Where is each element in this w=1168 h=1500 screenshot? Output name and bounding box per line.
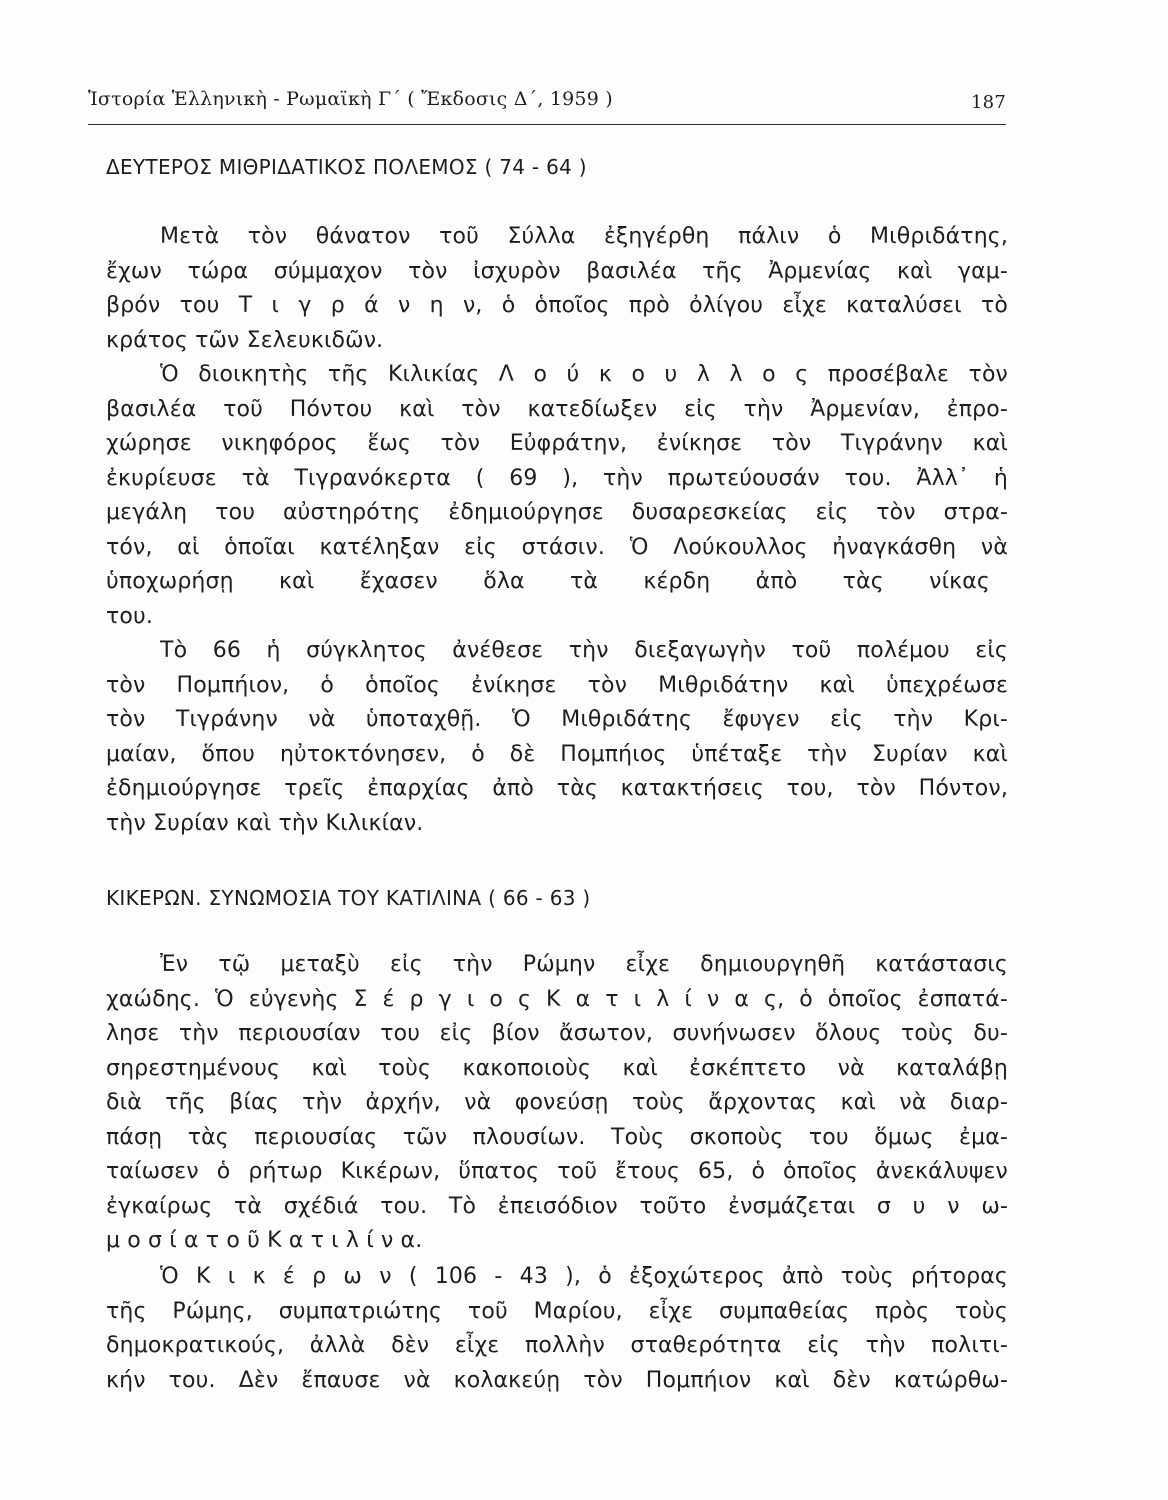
text-line: μεγάλη του αὐστηρότης ἐδημιούργησε δυσαρεσκείας εἰς τὸν στρα- [106, 500, 1008, 525]
text-line: τόν, αἱ ὁποῖαι κατέληξαν εἰς στάσιν. Ὁ Λούκουλλος ἠναγκάσθη νὰ [106, 534, 1008, 560]
paragraph [106, 358, 1008, 634]
page-number: 187 [971, 92, 1006, 113]
text-line: ἔχων τώρα σύμμαχον τὸν ἰσχυρὸν βασιλέα τῆς Ἀρμενίας καὶ γαμ- [106, 258, 1008, 284]
running-title: Ἱστορία Ἑλληνικὴ - Ρωμαϊκὴ Γ΄ ( Ἔκδοσις Δ΄, 1959 ) [88, 88, 613, 110]
text-line: Ὁ Κ ι κ έ ρ ω ν ( 106 - 43 ), ὁ ἐξοχώτερος ἀπὸ τοὺς ρήτορας [160, 1264, 1008, 1289]
section-heading-mithridatic-war: ΔΕΥΤΕΡΟΣ ΜΙΘΡΙΔΑΤΙΚΟΣ ΠΟΛΕΜΟΣ ( 74 - 64 ) [106, 155, 587, 179]
text-line: κήν του. Δὲν ἔπαυσε νὰ κολακεύῃ τὸν Πομπήιον καὶ δὲν κατώρθω- [106, 1367, 1008, 1393]
paragraph [106, 220, 1008, 358]
header-rule [88, 124, 1006, 125]
text-line: σηρεστημένους καὶ τοὺς κακοποιοὺς καὶ ἐσκέπτετο νὰ καταλάβῃ [106, 1055, 1008, 1081]
text-line: τὸν Τιγράνην νὰ ὑποταχθῇ. Ὁ Μιθριδάτης ἔφυγεν εἰς τὴν Κρι- [106, 707, 1008, 732]
text-line: ταίωσεν ὁ ρήτωρ Κικέρων, ὕπατος τοῦ ἔτους 65, ὁ ὁποῖος ἀνεκάλυψεν [106, 1159, 1008, 1184]
text-line: Τὸ 66 ἡ σύγκλητος ἀνέθεσε τὴν διεξαγωγὴν τοῦ πολέμου εἰς [160, 638, 1008, 663]
text-line: Μετὰ τὸν θάνατον τοῦ Σύλλα ἐξηγέρθη πάλιν ὁ Μιθριδάτης, [160, 224, 1008, 249]
text-line: του. [106, 603, 154, 629]
text-line: ἐκυρίευσε τὰ Τιγρανόκερτα ( 69 ), τὴν πρωτεύουσάν του. Ἀλλ᾽ ἡ [106, 465, 1008, 491]
section-heading-catiline-conspiracy: ΚΙΚΕΡΩΝ. ΣΥΝΩΜΟΣΙΑ ΤΟΥ ΚΑΤΙΛΙΝΑ ( 66 - 63 ) [106, 886, 591, 910]
text-line: τὴν Συρίαν καὶ τὴν Κιλικίαν. [106, 810, 424, 836]
paragraph [106, 634, 1008, 841]
text-line: χώρησε νικηφόρος ἕως τὸν Εὐφράτην, ἐνίκησε τὸν Τιγράνην καὶ [106, 431, 1008, 456]
running-header [88, 88, 1006, 113]
text-line: κράτος τῶν Σελευκιδῶν. [106, 327, 384, 353]
text-line: μαίαν, ὅπου ηὐτοκτόνησεν, ὁ δὲ Πομπήιος ὑπέταξε τὴν Συρίαν καὶ [106, 741, 1008, 767]
text-line: βρόν του Τ ι γ ρ ά ν η ν, ὁ ὁποῖος πρὸ ὀλίγου εἶχε καταλύσει τὸ [106, 293, 1008, 318]
text-line: διὰ τῆς βίας τὴν ἀρχήν, νὰ φονεύσῃ τοὺς ἄρχοντας καὶ νὰ διαρ- [106, 1090, 1008, 1115]
text-line: πάσῃ τὰς περιουσίας τῶν πλουσίων. Τοὺς σκοποὺς του ὅμως ἐμα- [106, 1124, 1008, 1150]
text-line: δημοκρατικούς, ἀλλὰ δὲν εἶχε πολλὴν σταθερότητα εἰς τὴν πολιτι- [106, 1333, 1008, 1358]
text-line: ἐγκαίρως τὰ σχέδιά του. Τὸ ἐπεισόδιον τοῦτο ἐνσμάζεται σ υ ν ω- [106, 1193, 1008, 1219]
text-line: λησε τὴν περιουσίαν του εἰς βίον ἄσωτον, συνήνωσεν ὅλους τοὺς δυ- [106, 1021, 1008, 1046]
text-line: μ ο σ ί α τ ο ῦ Κ α τ ι λ ί ν α. [106, 1228, 423, 1253]
paragraph [106, 1260, 1008, 1398]
paragraph [106, 948, 1008, 1259]
text-line: βασιλέα τοῦ Πόντου καὶ τὸν κατεδίωξεν εἰς τὴν Ἀρμενίαν, ἐπρο- [106, 396, 1008, 422]
text-line: Ἐν τῷ μεταξὺ εἰς τὴν Ρώμην εἶχε δημιουργηθῆ κατάστασις [160, 952, 1008, 977]
text-line: ἐδημιούργησε τρεῖς ἐπαρχίας ἀπὸ τὰς κατακτήσεις του, τὸν Πόντον, [106, 776, 1008, 801]
text-line: ὑποχωρήσῃ καὶ ἔχασεν ὅλα τὰ κέρδη ἀπὸ τὰς νίκας [106, 569, 990, 594]
text-line: τῆς Ρώμης, συμπατριώτης τοῦ Μαρίου, εἶχε συμπαθείας πρὸς τοὺς [106, 1298, 1008, 1324]
text-line: χαώδης. Ὁ εὐγενὴς Σ έ ρ γ ι ο ς Κ α τ ι λ ί ν α ς, ὁ ὁποῖος ἐσπατά- [106, 986, 1008, 1012]
text-line: Ὁ διοικητὴς τῆς Κιλικίας Λ ο ύ κ ο υ λ λ ο ς προσέβαλε τὸν [160, 362, 1008, 387]
text-line: τὸν Πομπήιον, ὁ ὁποῖος ἐνίκησε τὸν Μιθριδάτην καὶ ὑπεχρέωσε [106, 672, 1008, 698]
